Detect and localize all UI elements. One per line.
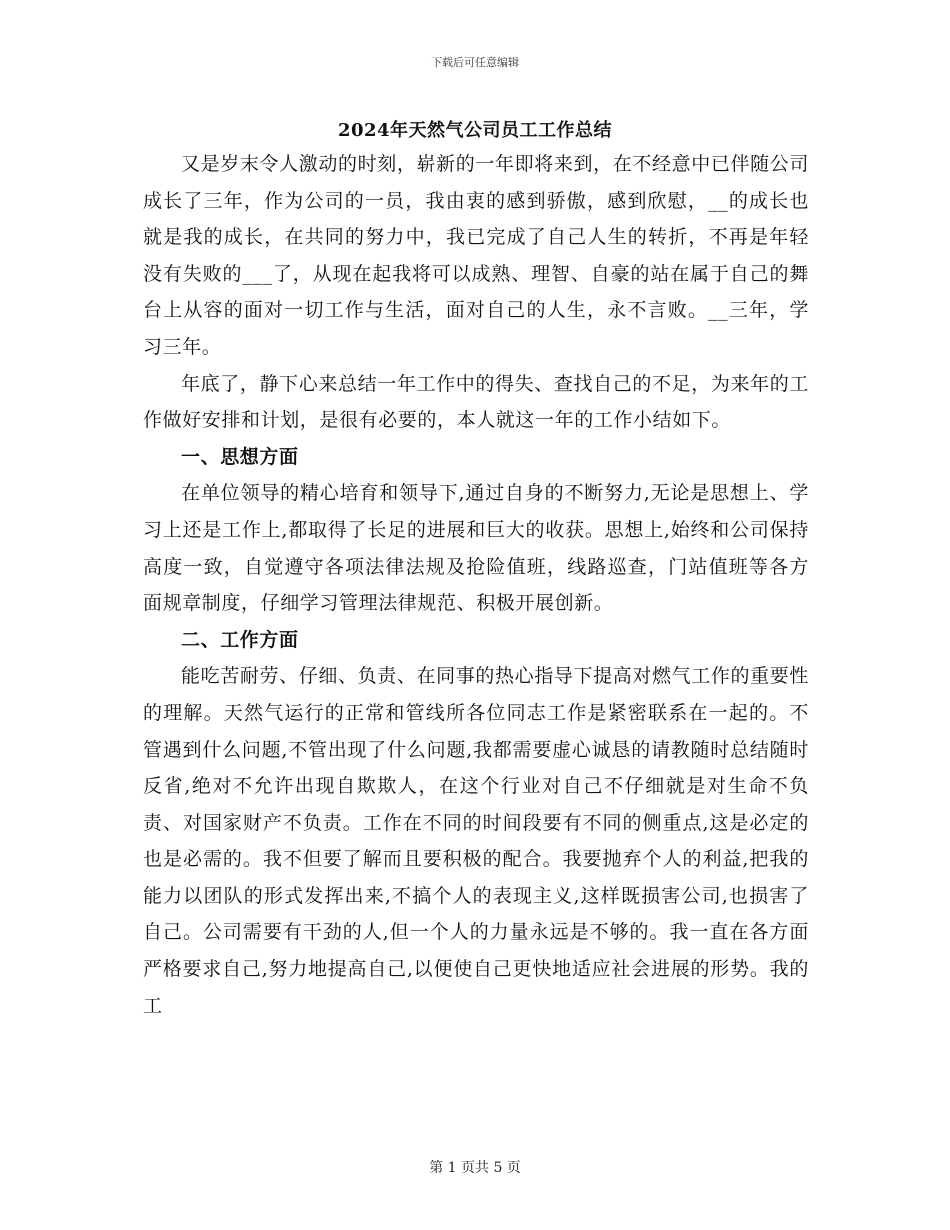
document-body: [143, 146, 809, 1024]
page-footer: 第 1 页共 5 页: [429, 1160, 521, 1176]
section-body-work: 能吃苦耐劳、仔细、负责、在同事的热心指导下提高对燃气工作的重要性的理解。天然气运行的正常和管线所各位同志工作是紧密联系在一起的。不管遇到什么问题,不管出现了什么问题,我都需要虚心诚恳的请教随时总结随时反省,绝对不允许出现自欺欺人，在这个行业对自己不仔细就是对生命不负责、对国家财产不负责。工作在不同的时间段要有不同的侧重点,这是必定的也是必需的。我不但要了解而且要积极的配合。我要抛弃个人的利益,把我的能力以团队的形式发挥出来,不搞个人的表现主义,这样既损害公司,也损害了自己。公司需要有干劲的人,但一个人的力量永远是不够的。我一直在各方面严格要求自己,努力地提高自己,以便使自己更快地适应社会进展的形势。我的工: [143, 665, 809, 1017]
section-heading-work: 二、工作方面: [181, 628, 299, 651]
header-note: 下载后可任意编辑: [431, 56, 519, 69]
intro-paragraph: 又是岁末令人激动的时刻，崭新的一年即将来到，在不经意中已伴随公司成长了三年，作为公司的一员，我由衷的感到骄傲，感到欣慰，__的成长也就是我的成长，在共同的努力中，我已完成了自己人生的转折，不再是年轻没有失败的___了，从现在起我将可以成熟、理智、自豪的站在属于自己的舞台上从容的面对一切工作与生活，面对自己的人生，永不言败。__三年，学习三年。: [143, 153, 809, 358]
document-title: 2024年天然气公司员工工作总结: [337, 120, 613, 141]
section-body-thought: 在单位领导的精心培育和领导下,通过自身的不断努力,无论是思想上、学习上还是工作上,都取得了长足的进展和巨大的收获。思想上,始终和公司保持高度一致，自觉遵守各项法律法规及抢险值班，线路巡查，门站值班等各方面规章制度，仔细学习管理法律规范、积极开展创新。: [143, 482, 809, 615]
summary-paragraph: 年底了，静下心来总结一年工作中的得失、查找自己的不足，为来年的工作做好安排和计划，是很有必要的，本人就这一年的工作小结如下。: [143, 372, 809, 432]
section-heading-thought: 一、思想方面: [181, 445, 299, 468]
